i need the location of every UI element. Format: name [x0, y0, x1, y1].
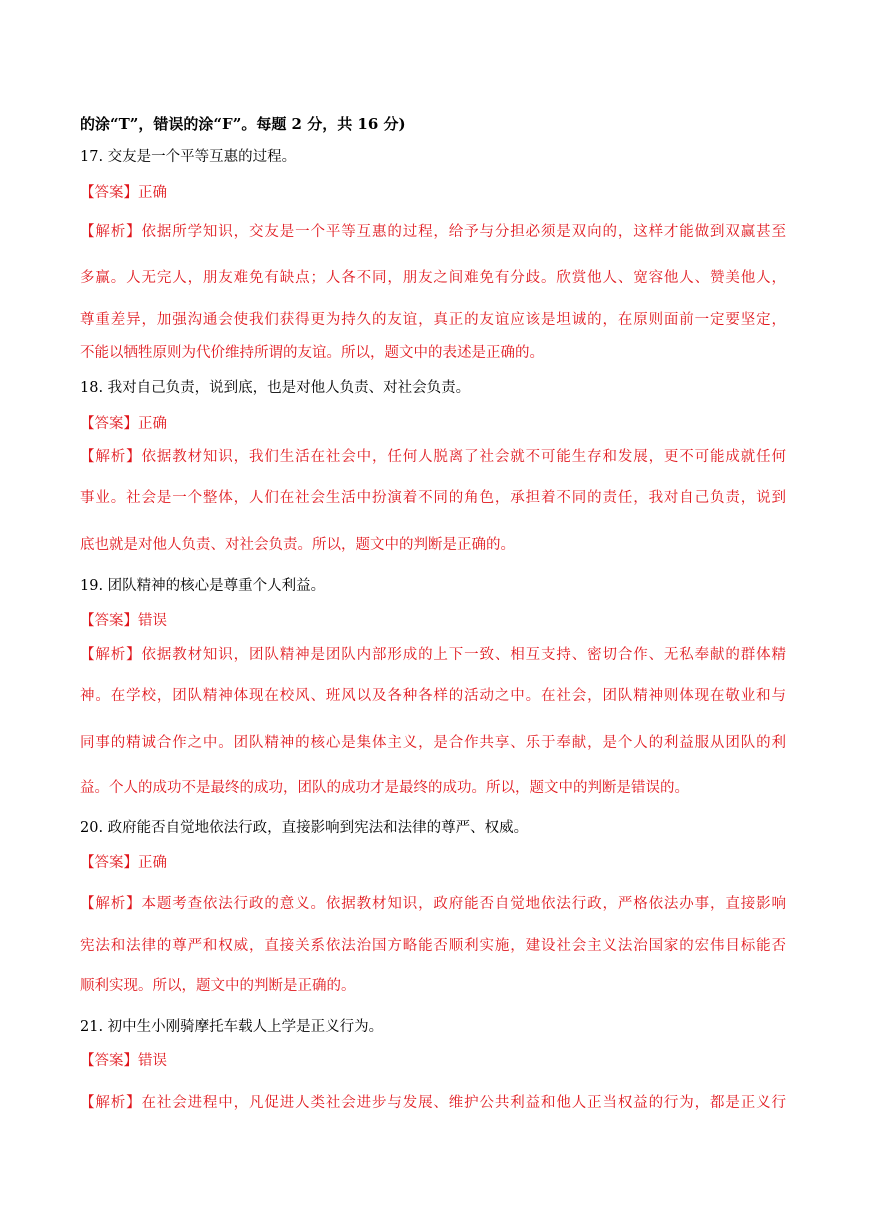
analysis-17-line-1: 【解析】依据所学知识，交友是一个平等互惠的过程，给予与分担必须是双向的，这样才能做到双赢甚至	[80, 224, 786, 240]
answer-19: 【答案】错误	[80, 613, 167, 629]
question-18: 18. 我对自己负责，说到底，也是对他人负责、对社会负责。	[80, 380, 471, 396]
analysis-17-line-3: 尊重差异，加强沟通会使我们获得更为持久的友谊，真正的友谊应该是坦诚的，在原则面前一定要坚定，	[80, 312, 786, 328]
analysis-19-line-4: 益。个人的成功不是最终的成功，团队的成功才是最终的成功。所以，题文中的判断是错误的。	[80, 780, 689, 796]
question-21: 21. 初中生小刚骑摩托车载人上学是正义行为。	[80, 1019, 384, 1035]
analysis-20-line-1: 【解析】本题考查依法行政的意义。依据教材知识，政府能否自觉地依法行政，严格依法办事，直接影响	[80, 896, 786, 912]
answer-20: 【答案】正确	[80, 855, 167, 871]
question-20: 20. 政府能否自觉地依法行政，直接影响到宪法和法律的尊严、权威。	[80, 820, 529, 836]
question-17: 17. 交友是一个平等互惠的过程。	[80, 149, 297, 165]
analysis-18-line-3: 底也就是对他人负责、对社会负责。所以，题文中的判断是正确的。	[80, 537, 515, 553]
question-19: 19. 团队精神的核心是尊重个人利益。	[80, 578, 326, 594]
section-heading: 的涂“T”，错误的涂“F”。每题 2 分，共 16 分)	[80, 115, 406, 133]
analysis-19-line-3: 同事的精诚合作之中。团队精神的核心是集体主义，是合作共享、乐于奉献，是个人的利益服从团队的利	[80, 735, 786, 751]
analysis-21-line-1: 【解析】在社会进程中，凡促进人类社会进步与发展、维护公共利益和他人正当权益的行为，都是正义行	[80, 1095, 786, 1111]
analysis-19-line-2: 神。在学校，团队精神体现在校风、班风以及各种各样的活动之中。在社会，团队精神则体现在敬业和与	[80, 688, 786, 704]
answer-17: 【答案】正确	[80, 185, 167, 201]
analysis-17-line-4: 不能以牺牲原则为代价维持所谓的友谊。所以，题文中的表述是正确的。	[80, 345, 544, 361]
analysis-17-line-2: 多赢。人无完人，朋友难免有缺点；人各不同，朋友之间难免有分歧。欣赏他人、宽容他人、赞美他人，	[80, 270, 786, 286]
answer-21: 【答案】错误	[80, 1053, 167, 1069]
analysis-18-line-1: 【解析】依据教材知识，我们生活在社会中，任何人脱离了社会就不可能生存和发展，更不可能成就任何	[80, 449, 786, 465]
analysis-19-line-1: 【解析】依据教材知识，团队精神是团队内部形成的上下一致、相互支持、密切合作、无私奉献的群体精	[80, 647, 786, 663]
analysis-18-line-2: 事业。社会是一个整体，人们在社会生活中扮演着不同的角色，承担着不同的责任，我对自己负责，说到	[80, 490, 786, 506]
analysis-20-line-3: 顺利实现。所以，题文中的判断是正确的。	[80, 978, 356, 994]
answer-18: 【答案】正确	[80, 416, 167, 432]
analysis-20-line-2: 宪法和法律的尊严和权威，直接关系依法治国方略能否顺利实施，建设社会主义法治国家的宏伟目标能否	[80, 938, 786, 954]
